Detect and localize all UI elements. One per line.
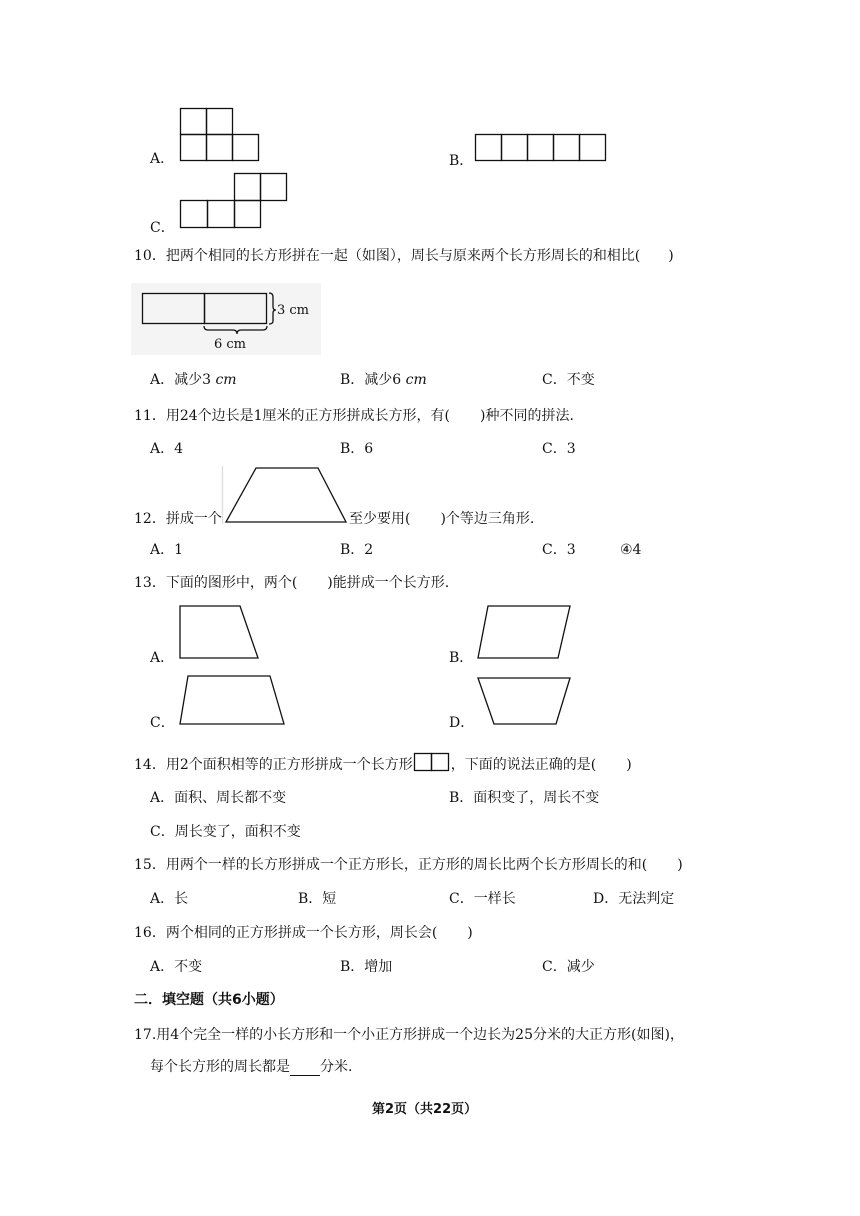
q13-option-d-label: D．	[449, 715, 475, 731]
q15-option-d: D．无法判定	[593, 891, 675, 907]
q15-stem: 15．用两个一样的长方形拼成一个正方形长，正方形的周长比两个长方形周长的和( )	[134, 857, 683, 873]
q12-stem-prefix: 12．拼成一个	[134, 511, 222, 527]
q11-stem: 11．用24个边长是1厘米的正方形拼成长方形，有( )种不同的拼法.	[134, 408, 574, 424]
q13-option-a-label: A．	[150, 650, 175, 666]
q12-trapezoid-figure	[222, 466, 350, 526]
q13-option-c-label: C．	[150, 715, 175, 731]
q14-stem: 14．用2个面积相等的正方形拼成一个长方形 ，下面的说法正确的是( )	[134, 752, 632, 774]
q17-answer-blank[interactable]	[290, 1061, 320, 1076]
q11-option-a: A．4	[150, 441, 184, 457]
q12-option-b: B．2	[340, 542, 374, 558]
q14-option-b: B．面积变了，周长不变	[449, 790, 600, 806]
q10-figure-height-label: 3 cm	[277, 303, 310, 318]
q15-option-a: A．长	[150, 891, 189, 907]
q16-option-c: C．减少	[542, 959, 595, 975]
q12-option-d: ④4	[620, 542, 642, 558]
q9-option-c-figure	[180, 173, 292, 229]
section-2-title: 二．填空题（共6小题）	[134, 992, 284, 1008]
q14-option-c: C．周长变了，面积不变	[150, 824, 301, 840]
q12-stem-suffix: 至少要用( )个等边三角形.	[349, 511, 535, 527]
q9-option-a-figure	[180, 108, 260, 160]
q16-stem: 16．两个相同的正方形拼成一个长方形，周长会( )	[134, 925, 473, 941]
page-number: 第2页（共22页）	[372, 1102, 478, 1117]
q16-option-a: A．不变	[150, 959, 203, 975]
q9-option-c-label: C．	[150, 220, 175, 236]
q17-stem-line1: 17.用4个完全一样的小长方形和一个小正方形拼成一个边长为25分米的大正方形(如图)，	[134, 1027, 684, 1043]
q11-option-b: B．6	[340, 441, 374, 457]
q13-option-a-shape	[178, 604, 262, 660]
q9-option-b-figure	[475, 134, 609, 162]
q10-stem: 10．把两个相同的长方形拼在一起（如图），周长与原来两个长方形周长的和相比( )	[134, 248, 674, 264]
q12-option-c: C．3	[542, 542, 576, 558]
q13-option-c-shape	[178, 674, 288, 726]
q15-option-b: B．短	[298, 891, 337, 907]
q10-figure-width-label: 6 cm	[214, 337, 247, 352]
q10-option-a: A．减少3 cm	[150, 372, 237, 388]
q12-option-a: A．1	[150, 542, 184, 558]
q10-option-c: C．不变	[542, 372, 595, 388]
q17-stem-line2: 每个长方形的周长都是 分米.	[150, 1059, 353, 1075]
q13-option-d-shape	[476, 676, 572, 726]
q13-option-b-shape	[476, 604, 572, 660]
q11-option-c: C．3	[542, 441, 576, 457]
q9-option-b-label: B．	[449, 153, 474, 169]
q14-option-a: A．面积、周长都不变	[150, 790, 287, 806]
q13-stem: 13．下面的图形中，两个( )能拼成一个长方形.	[134, 575, 450, 591]
q15-option-c: C．一样长	[449, 891, 516, 907]
q10-option-b: B．减少6 cm	[340, 372, 427, 388]
q9-option-a-label: A．	[150, 151, 175, 167]
q14-two-squares-figure	[413, 752, 451, 774]
q16-option-b: B．增加	[340, 959, 393, 975]
q13-option-b-label: B．	[449, 650, 474, 666]
